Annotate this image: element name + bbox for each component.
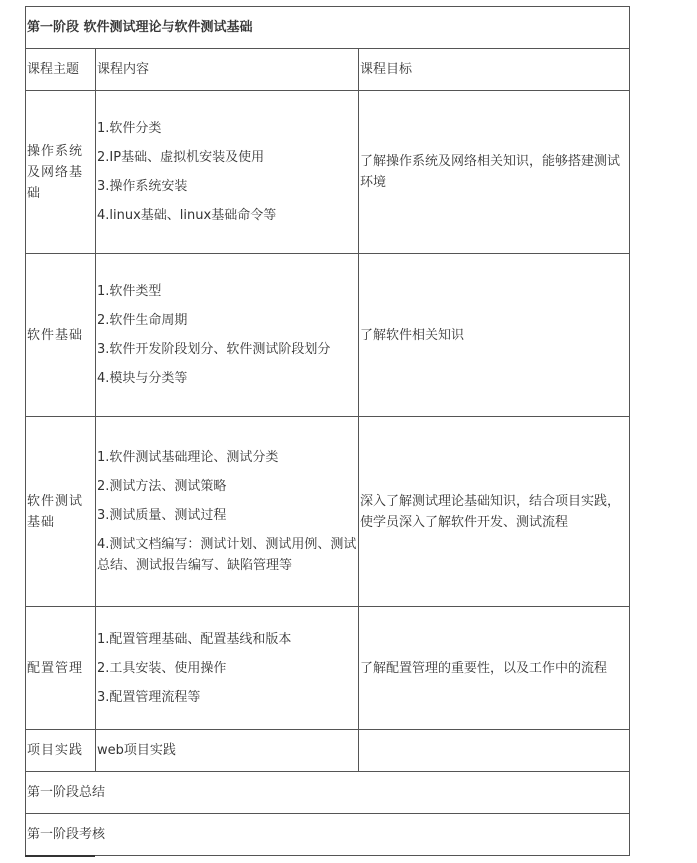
divider xyxy=(25,855,95,857)
content-item: 1.配置管理基础、配置基线和版本 xyxy=(97,631,292,647)
stage-title: 第一阶段 软件测试理论与软件测试基础 xyxy=(26,7,630,49)
row-content xyxy=(96,730,359,772)
content-item: 4.模块与分类等 xyxy=(97,371,188,386)
table-row xyxy=(26,730,630,772)
row-goal: 了解操作系统及网络相关知识，能够搭建测试环境 xyxy=(359,91,630,254)
stage-summary: 第一阶段总结 xyxy=(26,772,630,814)
content-item: 1.软件分类 xyxy=(97,121,162,136)
table-row xyxy=(26,417,630,607)
content-item: 3.配置管理流程等 xyxy=(97,689,201,705)
row-topic: 配置管理 xyxy=(26,607,96,730)
stage-assessment: 第一阶段考核 xyxy=(26,814,630,856)
content-item: 4.linux基础、linux基础命令等 xyxy=(97,208,277,223)
row-content xyxy=(96,254,359,417)
row-content xyxy=(96,607,359,730)
table-row xyxy=(26,607,630,730)
summary-row xyxy=(26,772,630,814)
row-topic: 操作系统及网络基础 xyxy=(26,91,96,254)
row-topic: 软件测试基础 xyxy=(26,417,96,607)
header-row xyxy=(26,49,630,91)
content-item: 3.软件开发阶段划分、软件测试阶段划分 xyxy=(97,342,331,357)
content-item: 1.软件类型 xyxy=(97,284,162,299)
header-topic: 课程主题 xyxy=(26,49,96,91)
row-topic: 软件基础 xyxy=(26,254,96,417)
table-row xyxy=(26,254,630,417)
row-content xyxy=(96,91,359,254)
content-item: 3.测试质量、测试过程 xyxy=(97,508,227,523)
assessment-row xyxy=(26,814,630,856)
curriculum-table xyxy=(25,6,630,856)
content-item: 1.软件测试基础理论、测试分类 xyxy=(97,450,279,465)
content-item: 2.软件生命周期 xyxy=(97,313,188,328)
row-goal: 了解软件相关知识 xyxy=(359,254,630,417)
content-item: web项目实践 xyxy=(97,743,176,758)
table-row xyxy=(26,91,630,254)
row-goal xyxy=(359,730,630,772)
row-content xyxy=(96,417,359,607)
content-item: 2.IP基础、虚拟机安装及使用 xyxy=(97,150,265,165)
header-content: 课程内容 xyxy=(96,49,359,91)
content-item: 2.测试方法、测试策略 xyxy=(97,479,227,494)
row-goal: 了解配置管理的重要性，以及工作中的流程 xyxy=(359,607,630,730)
content-item: 3.操作系统安装 xyxy=(97,179,188,194)
stage-title-row xyxy=(26,7,630,49)
content-item: 2.工具安装、使用操作 xyxy=(97,660,227,676)
row-topic: 项目实践 xyxy=(26,730,96,772)
header-goal: 课程目标 xyxy=(359,49,630,91)
row-goal: 深入了解测试理论基础知识，结合项目实践，使学员深入了解软件开发、测试流程 xyxy=(359,417,630,607)
content-item: 4.测试文档编写：测试计划、测试用例、测试总结、测试报告编写、缺陷管理等 xyxy=(97,537,357,573)
